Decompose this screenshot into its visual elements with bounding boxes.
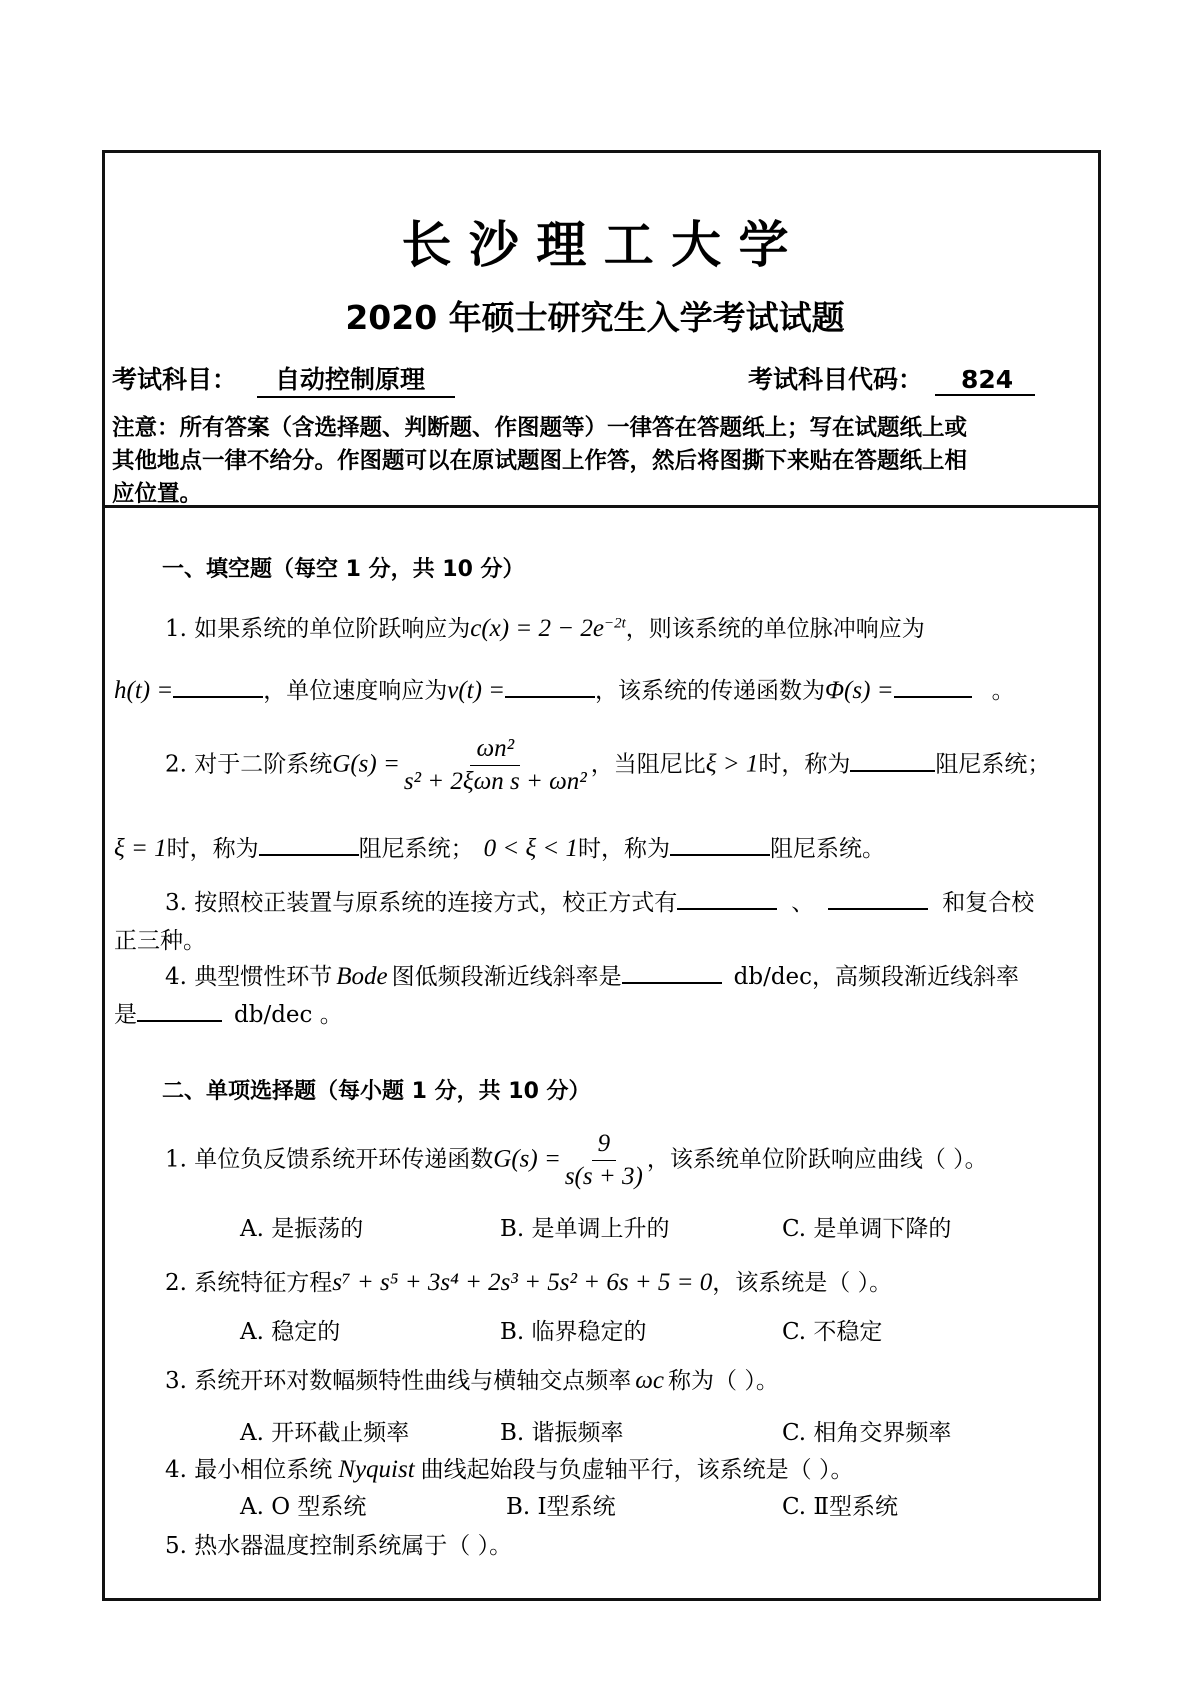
text: ，该系统是（ ）。 bbox=[712, 1270, 893, 1296]
text: 时，称为 bbox=[166, 836, 259, 862]
text: 曲线起始段与负虚轴平行，该系统是（ ）。 bbox=[420, 1457, 854, 1483]
s1-q1-line2 bbox=[114, 672, 1015, 705]
code-value: 824 bbox=[935, 365, 1035, 396]
blank-overdamped[interactable] bbox=[850, 750, 935, 772]
s2-q2-option-a[interactable]: A. 稳定的 bbox=[240, 1319, 341, 1345]
text: 4. 典型惯性环节 bbox=[165, 964, 333, 990]
s2-q1-option-b[interactable]: B. 是单调上升的 bbox=[500, 1216, 670, 1242]
fraction bbox=[404, 735, 587, 796]
s2-q1 bbox=[165, 1130, 988, 1191]
exam-title: 2020 年硕士研究生入学考试试题 bbox=[345, 298, 845, 337]
subject-label: 考试科目： bbox=[112, 365, 238, 394]
text: 是 bbox=[114, 1002, 137, 1028]
s2-q3 bbox=[165, 1362, 779, 1395]
v-t: v(t) = bbox=[447, 677, 506, 704]
s2-q3-option-b[interactable]: B. 谐振频率 bbox=[500, 1420, 624, 1446]
text: 2. 对于二阶系统 bbox=[165, 751, 333, 778]
s2-q2-option-b[interactable]: B. 临界稳定的 bbox=[500, 1319, 647, 1345]
text: ，该系统单位阶跃响应曲线（ ）。 bbox=[646, 1146, 988, 1173]
q1-exponent: −2t bbox=[603, 615, 626, 632]
s1-q2-line1 bbox=[165, 735, 1050, 796]
section2-title: 二、单项选择题（每小题 1 分，共 10 分） bbox=[162, 1079, 591, 1104]
text: 阻尼系统； bbox=[358, 836, 474, 862]
header-divider bbox=[102, 505, 1098, 508]
q1-text-b: ，则该系统的单位脉冲响应为 bbox=[625, 616, 925, 642]
blank-v[interactable] bbox=[505, 676, 595, 698]
university-title: 长 沙 理 工 大 学 bbox=[401, 216, 789, 274]
subject-line bbox=[112, 360, 455, 398]
denominator: s(s + 3) bbox=[564, 1163, 643, 1190]
s2-q2-option-c[interactable]: C. 不稳定 bbox=[782, 1319, 883, 1345]
s1-q1-line1 bbox=[165, 610, 925, 643]
s1-q4-line1 bbox=[165, 958, 1019, 991]
note-line-1: 注意：所有答案（含选择题、判断题、作图题等）一律答在答题纸上；写在试题纸上或 bbox=[112, 415, 968, 441]
text: 。 bbox=[991, 678, 1015, 704]
numerator: 9 bbox=[592, 1130, 617, 1161]
code-line bbox=[748, 360, 1035, 396]
text: 1. 单位负反馈系统开环传递函数 bbox=[165, 1146, 494, 1173]
s2-q1-option-c[interactable]: C. 是单调下降的 bbox=[782, 1216, 952, 1242]
s1-q3-line1 bbox=[165, 884, 1034, 917]
section1-title: 一、填空题（每空 1 分，共 10 分） bbox=[162, 557, 525, 582]
text: 阻尼系统。 bbox=[770, 836, 886, 862]
text: 2. 系统特征方程 bbox=[165, 1270, 333, 1296]
text: ，当阻尼比 bbox=[590, 751, 706, 778]
text: 称为（ ）。 bbox=[668, 1368, 779, 1394]
blank-critical[interactable] bbox=[259, 834, 359, 856]
characteristic-equation: s⁷ + s⁵ + 3s⁴ + 2s³ + 5s² + 6s + 5 = 0 bbox=[332, 1269, 713, 1296]
blank-q3-1[interactable] bbox=[677, 888, 777, 910]
text: 阻尼系统； bbox=[935, 751, 1051, 778]
blank-q3-2[interactable] bbox=[828, 888, 928, 910]
text: ，该系统的传递函数为 bbox=[595, 678, 826, 704]
text: 、 bbox=[791, 890, 815, 916]
numerator: ωn² bbox=[470, 735, 520, 766]
text: db/dec 。 bbox=[234, 1002, 343, 1028]
blank-phi[interactable] bbox=[894, 676, 972, 698]
blank-low-slope[interactable] bbox=[622, 962, 722, 984]
note-line-2: 其他地点一律不给分。作图题可以在原试题图上作答，然后将图撕下来贴在答题纸上相 bbox=[112, 448, 968, 474]
subject-value: 自动控制原理 bbox=[257, 360, 455, 398]
condition: ξ > 1 bbox=[705, 750, 759, 778]
q1-formula: c(x) = 2 − 2e bbox=[470, 615, 604, 642]
G-s: G(s) = bbox=[332, 750, 400, 778]
denominator: s² + 2ξωn s + ωn² bbox=[403, 768, 587, 795]
text: 图低频段渐近线斜率是 bbox=[391, 964, 622, 990]
text: 和复合校 bbox=[942, 890, 1035, 916]
omega-c: ωc bbox=[635, 1367, 665, 1394]
s1-q2-line2 bbox=[114, 830, 885, 863]
text: 时，称为 bbox=[758, 751, 851, 778]
s2-q3-option-c[interactable]: C. 相角交界频率 bbox=[782, 1420, 952, 1446]
fraction bbox=[565, 1130, 643, 1191]
text: 时，称为 bbox=[578, 836, 671, 862]
blank-high-slope[interactable] bbox=[137, 1000, 222, 1022]
text: ，单位速度响应为 bbox=[263, 678, 448, 704]
s2-q4 bbox=[165, 1451, 853, 1484]
s2-q1-option-a[interactable]: A. 是振荡的 bbox=[240, 1216, 364, 1242]
text: db/dec，高频段渐近线斜率 bbox=[733, 964, 1020, 990]
q1-text: 1. 如果系统的单位阶跃响应为 bbox=[165, 616, 471, 642]
text: 3. 系统开环对数幅频特性曲线与横轴交点频率 bbox=[165, 1368, 632, 1394]
s2-q4-option-b[interactable]: B. Ⅰ型系统 bbox=[506, 1494, 616, 1520]
text: 4. 最小相位系统 bbox=[165, 1457, 333, 1483]
s2-q4-option-c[interactable]: C. Ⅱ型系统 bbox=[782, 1494, 899, 1520]
h-t: h(t) = bbox=[114, 677, 174, 704]
text: 3. 按照校正装置与原系统的连接方式，校正方式有 bbox=[165, 890, 678, 916]
condition: 0 < ξ < 1 bbox=[483, 835, 579, 862]
nyquist: Nyquist bbox=[338, 1456, 415, 1483]
s1-q4-line2 bbox=[114, 996, 343, 1029]
s1-q3-line2: 正三种。 bbox=[114, 928, 206, 954]
blank-underdamped[interactable] bbox=[670, 834, 770, 856]
note-line-3: 应位置。 bbox=[112, 481, 203, 507]
code-label: 考试科目代码： bbox=[748, 365, 924, 394]
s2-q5: 5. 热水器温度控制系统属于（ ）。 bbox=[165, 1533, 513, 1559]
s2-q2 bbox=[165, 1264, 892, 1297]
condition: ξ = 1 bbox=[114, 835, 167, 862]
blank-h[interactable] bbox=[173, 676, 263, 698]
phi-s: Φ(s) = bbox=[825, 677, 894, 704]
s2-q4-option-a[interactable]: A. O 型系统 bbox=[240, 1494, 367, 1520]
s2-q3-option-a[interactable]: A. 开环截止频率 bbox=[240, 1420, 410, 1446]
G-s: G(s) = bbox=[493, 1145, 561, 1173]
bode: Bode bbox=[336, 963, 388, 990]
